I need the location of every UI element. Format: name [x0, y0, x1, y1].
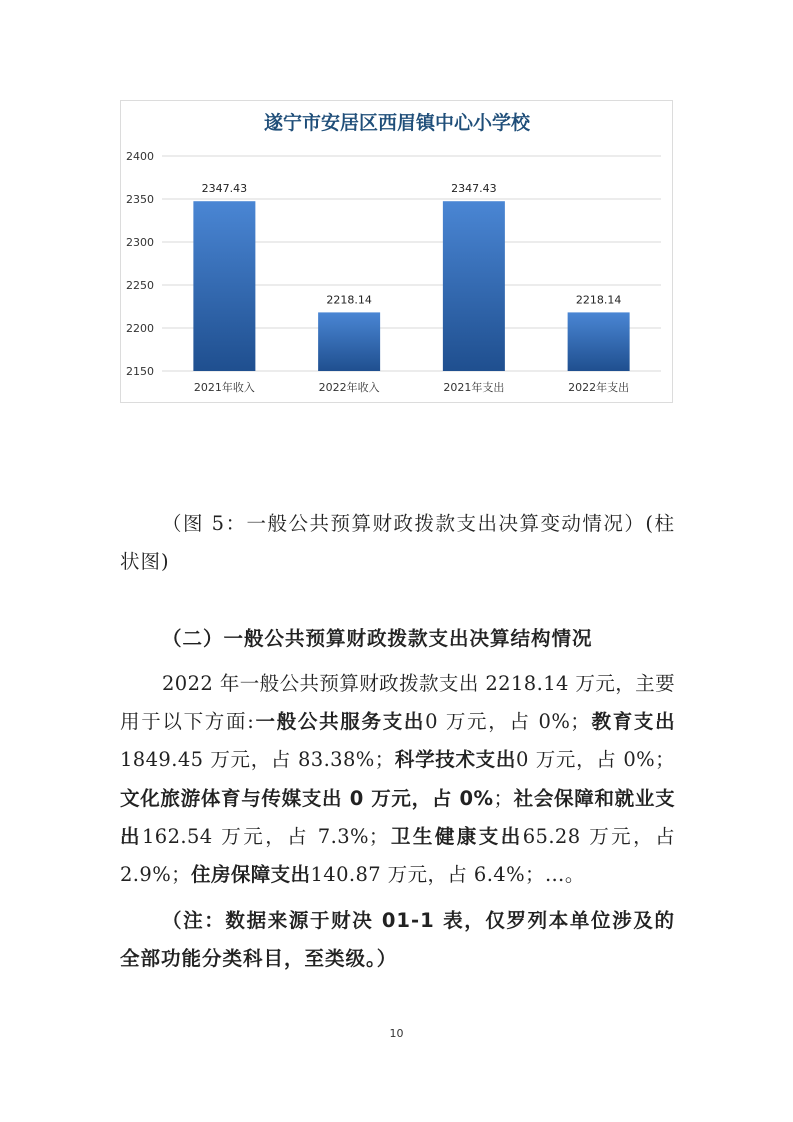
- body-intro: 2022 年一般公共预算财政拨款支出 2218.14 万元，主要用于以下方面:: [120, 672, 675, 734]
- value-general-services: 0 万元，占 0%；: [425, 710, 591, 734]
- body-paragraph: [120, 665, 675, 894]
- chart-title: 遂宁市安居区西眉镇中心小学校: [263, 112, 531, 134]
- item-science: 科学技术支出: [394, 748, 517, 772]
- item-housing: 住房保障支出: [191, 863, 311, 887]
- bar-data-label: 2347.43: [451, 182, 497, 196]
- y-tick-label: 2300: [126, 236, 154, 249]
- bar-data-label: 2347.43: [201, 182, 248, 196]
- y-tick-label: 2150: [126, 365, 154, 378]
- item-education: 教育支出: [590, 710, 675, 734]
- item-social-security: 社会保障和就业支出: [120, 786, 675, 848]
- bar: [443, 201, 505, 371]
- bar: [568, 312, 630, 371]
- value-housing: 140.87 万元，占 6.4%；…。: [310, 863, 585, 887]
- value-health: 65.28 万元，占 2.9%；: [120, 824, 676, 887]
- x-tick-label: 2021年支出: [443, 381, 505, 394]
- chart-canvas: [121, 101, 674, 404]
- item-health: 卫生健康支出: [388, 824, 523, 848]
- bar: [193, 201, 255, 371]
- bar-data-label: 2218.14: [326, 293, 372, 307]
- y-tick-label: 2350: [126, 193, 154, 206]
- value-culture: ；: [493, 786, 514, 810]
- data-source-note: （注：数据来源于财决 01-1 表，仅罗列本单位涉及的全部功能分类科目，至类级。）: [120, 909, 675, 970]
- figure-caption: （图 5：一般公共预算财政拨款支出决算变动情况）(柱状图): [120, 512, 675, 573]
- bar-chart: [120, 100, 673, 403]
- page-number: 10: [389, 1027, 404, 1040]
- item-culture: 文化旅游体育与传媒支出 0 万元，占 0%: [120, 786, 494, 810]
- section-heading: （二）一般公共预算财政拨款支出决算结构情况: [162, 627, 593, 650]
- x-tick-label: 2021年收入: [193, 381, 255, 394]
- x-tick-label: 2022年收入: [318, 381, 380, 394]
- value-social-security: 162.54 万元，占 7.3%；: [141, 824, 389, 848]
- bar-data-label: 2218.14: [575, 293, 622, 307]
- y-tick-label: 2400: [126, 150, 154, 163]
- x-tick-label: 2022年支出: [568, 381, 630, 394]
- value-education: 1849.45 万元，占 83.38%；: [120, 748, 395, 772]
- y-tick-label: 2250: [126, 279, 154, 292]
- bar: [318, 312, 380, 371]
- item-general-services: 一般公共服务支出: [254, 710, 426, 734]
- value-science: 0 万元，占 0%；: [516, 748, 676, 772]
- y-tick-label: 2200: [126, 322, 154, 335]
